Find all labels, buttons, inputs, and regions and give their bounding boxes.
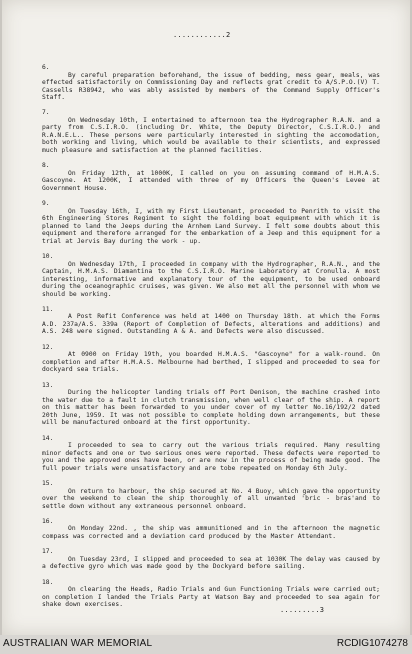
paragraph-7 xyxy=(42,109,380,154)
paragraph-number: 6. xyxy=(42,64,50,71)
paragraph-12 xyxy=(42,344,380,374)
report-body xyxy=(42,64,380,617)
paragraph-16 xyxy=(42,518,380,541)
paragraph-number: 7. xyxy=(42,109,50,117)
paragraph-11 xyxy=(42,306,380,336)
paragraph-text: On Wednesday 17th, I proceeded in company with the Hydrographer, R.A.N., and the Captain, H.M.A.S. Diamantina to the C.S.I.R.O. Marine Laboratory at Cronulla. A most interesting, informative and explanatory tour of the equipment, to be used onboard during the oceanographic cruises, was given. We also met all the personnel with whom we should be working. xyxy=(42,260,380,298)
paragraph-number: 14. xyxy=(42,434,54,442)
paragraph-10 xyxy=(42,253,380,298)
page-number-top: ............2 xyxy=(173,31,231,39)
record-id: RCDIG1074278 xyxy=(336,638,408,649)
paragraph-text: On Monday 22nd. , the ship was ammunitioned and in the afternoon the magnetic compass was corrected and a deviation card produced by the Master Attendant. xyxy=(42,525,380,540)
archive-name: AUSTRALIAN WAR MEMORIAL xyxy=(3,638,153,649)
paragraph-text: By careful preparation beforehand, the issue of bedding, mess gear, meals, was effected satisfactorily on Commissioning Day and reflects grat credit to A/S.P.O.(V) T. Cassells R38942, who was ably assisted by members of the Command Supply Officer's Staff. xyxy=(42,71,380,101)
paragraph-text: During the helicopter landing trials off Port Denison, the machine crashed into the water due to a fault in clutch transmission, when well clear of the ship. A report on this matter has been forwarded to you under cover of my letter No.16/192/2 dated 20th June, 1959. It was not possible to complete holding down arrangements, but these will be manufactured onboard at the first opportunity. xyxy=(42,389,380,427)
paragraph-number: 8. xyxy=(42,162,50,170)
paragraph-8 xyxy=(42,162,380,192)
paragraph-number: 12. xyxy=(42,343,54,351)
page-number-bottom: .........3 xyxy=(280,606,325,614)
paragraph-number: 16. xyxy=(42,517,54,525)
paragraph-6 xyxy=(42,64,380,102)
paragraph-text: On return to harbour, the ship secured at No. 4 Buoy, which gave the opportunity over the weekend to clean the ship thoroughly of all unwanted 'bric - bras'and to settle down without any extraneous personnel onboard. xyxy=(42,487,380,510)
paragraph-text: On Wednesday 10th, I entertained to afternoon tea the Hydrographer R.A.N. and a party from C.S.I.R.O. (including Dr. White, the Deputy Director, C.S.I.R.O.) and R.A.N.E.L.. These persons were particularly interested in sighting the accomodation, both working and living, which would be available to their scientists, and expressed much pleasure and satisfaction at the planned facilities. xyxy=(42,116,380,154)
paragraph-number: 15. xyxy=(42,480,54,488)
paragraph-13 xyxy=(42,382,380,427)
paragraph-text: On Friday 12th, at 1000K, I called on you on assuming command of H.M.A.S. Gascoyne. At 1200K, I attended with three of my Officers the Queen's Levee at Government House. xyxy=(42,169,380,192)
paragraph-text: A Post Refit Conference was held at 1400 on Thursday 18th. at which the Forms A.D. 237a/A.S. 339a (Report of Completion of Defects, alterations and additions) and A.S. 248 were signed. Outstanding A & A. and Defects were also discussed. xyxy=(42,313,380,336)
paragraph-number: 10. xyxy=(42,253,54,261)
paragraph-number: 13. xyxy=(42,381,54,389)
paragraph-number: 11. xyxy=(42,305,54,313)
paragraph-text: I proceeded to sea to carry out the various trials required. Many resulting minor defects and one or two serious ones were reported. These defects were reported to you and the approved ones have been, or are now in the process of being made good. The full power trials were unsatisfactory and are tobe repeated on Monday 6th July. xyxy=(42,442,380,472)
paragraph-text: At 0900 on Friday 19th, you boarded H.M.A.S. "Gascoyne" for a walk-round. On completion and after H.M.A.S. Melbourne had berthed, I slipped and proceeded to sea for dockyard sea trials. xyxy=(42,351,380,374)
paragraph-17 xyxy=(42,548,380,571)
paragraph-9 xyxy=(42,200,380,245)
paragraph-text: On Tuesday 16th, I, with my First Lieutenant, proceeded to Penrith to visit the 6th Engineering Stores Regiment to sight the folding boat equipment with which it is planned to land the Jeeps during the Arnhem Land Survey. I felt some doubts about this equipment and therefore arranged for the embarkation of a Jeep and this equipment for a trial at Jervis Bay during the work - up. xyxy=(42,207,380,245)
paragraph-18 xyxy=(42,579,380,609)
paragraph-number: 17. xyxy=(42,548,54,556)
document-page xyxy=(2,0,410,635)
archive-footer xyxy=(0,635,412,654)
paragraph-text: On clearing the Heads, Radio Trials and Gun Functioning Trials were carried out; on completion I landed the Trials Party at Watson Bay and proceeded to sea again for shake down exercises. xyxy=(42,586,380,609)
paragraph-text: On Tuesday 23rd, I slipped and proceeded to sea at 1030K The delay was caused by a defective gyro which was made good by the Dockyard before sailing. xyxy=(42,555,380,571)
paragraph-15 xyxy=(42,480,380,510)
paragraph-number: 18. xyxy=(42,578,54,586)
paragraph-number: 9. xyxy=(42,200,50,208)
paragraph-14 xyxy=(42,435,380,473)
